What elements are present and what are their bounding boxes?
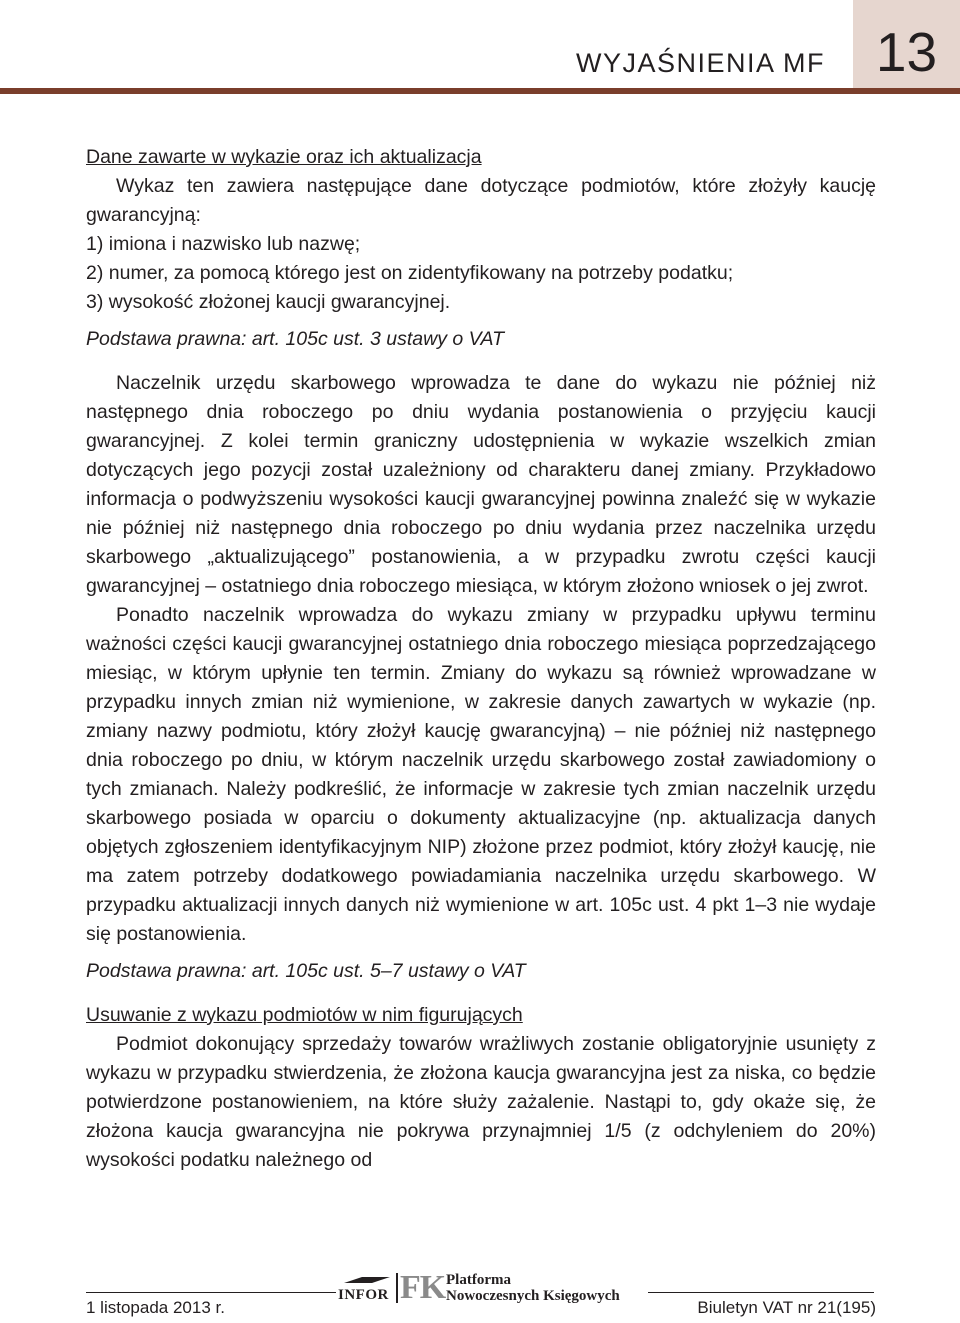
footer-rule xyxy=(648,1292,874,1293)
section-intro: Wykaz ten zawiera następujące dane dotyczące podmiotów, które złożyły kaucję gwarancyjną: xyxy=(86,175,876,226)
legal-basis: Podstawa prawna: art. 105c ust. 5–7 ustawy o VAT xyxy=(86,960,526,982)
logo-infor-text: INFOR xyxy=(338,1287,389,1303)
list-item: 3) wysokość złożonej kaucji gwarancyjnej. xyxy=(86,291,451,313)
section-heading-data: Dane zawarte w wykazie oraz ich aktualizacja xyxy=(86,146,482,168)
infor-fk-logo xyxy=(338,1271,648,1307)
running-header-title: WYJAŚNIENIA MF xyxy=(575,48,825,78)
infor-swoosh-icon xyxy=(342,1275,392,1285)
list-item: 2) numer, za pomocą którego jest on zidentyfikowany na potrzeby podatku; xyxy=(86,262,734,284)
logo-separator xyxy=(396,1273,398,1303)
list-item: 1) imiona i nazwisko lub nazwę; xyxy=(86,233,361,255)
body-paragraph: Podmiot dokonujący sprzedaży towarów wrażliwych zostanie obligatoryjnie usunięty z wykazu w przypadku stwierdzenia, że złożona kaucja gwarancyjna jest za niska, co będzie potwierdzone postanowieniem, na które służy zażalenie. Nastąpi to, gdy okaże się, że złożona kaucja gwarancyjna nie pokrywa przynajmniej 1/5 (z odchyleniem do 20%) wysokości podatku należnego od xyxy=(86,1033,876,1171)
footer-date: 1 listopada 2013 r. xyxy=(86,1298,225,1317)
body-paragraph: Ponadto naczelnik wprowadza do wykazu zmiany w przypadku upływu terminu ważności części kaucji gwarancyjnej ostatniego dnia roboczego miesiąca poprzedzającego miesiąc, w którym upłynie ten termin. Zmiany do wykazu są również wprowadzane w przypadku innych zmian niż wymienione, w zakresie danych zawartych w wykazie (np. zmiany nazwy podmiotu, który złożył kaucję gwarancyjną) – nie później niż następnego dnia roboczego po dniu, w którym naczelnik urzędu skarbowego został zawiadomiony o tych zmianach. Należy podkreślić, że informacje w zakresie tych zmian naczelnik urzędu skarbowego posiada w oparciu o dokumenty aktualizacyjne (np. aktualizacja danych objętych zgłoszeniem identyfikacyjnym NIP) złożone przez podmiot, który złożył kaucję, nie ma zatem potrzeby dodatkowego powiadamiania naczelnika urzędu skarbowego. W przypadku aktualizacji innych danych niż wymienione w art. 105c ust. 4 pkt 1–3 nie wydaje się postanowienia. xyxy=(86,604,876,945)
footer-rule xyxy=(86,1292,336,1293)
logo-fk-text: FK xyxy=(400,1269,446,1306)
page-number: 13 xyxy=(875,21,938,83)
body-paragraph: Naczelnik urzędu skarbowego wprowadza te dane do wykazu nie później niż następnego dnia roboczego po dniu wydania postanowienia o przyjęciu kaucji gwarancyjnej. Z kolei termin graniczny udostępnienia w wykazie wszelkich zmian dotyczących jego pozycji został uzależniony od charakteru danej zmiany. Przykładowo informacja o podwyższeniu wysokości kaucji gwarancyjnej powinna znaleźć się w wykazie nie później niż następnego dnia roboczego po dniu wydania przez naczelnika urzędu skarbowego „aktualizującego” postanowienia, a w przypadku zwrotu części kaucji gwarancyjnej – ostatniego dnia roboczego miesiąca, w którym złożono wniosek o jej zwrot. xyxy=(86,372,876,597)
footer-publication: Biuletyn VAT nr 21(195) xyxy=(697,1298,876,1317)
logo-line-1: Platforma xyxy=(446,1272,511,1288)
legal-basis: Podstawa prawna: art. 105c ust. 3 ustawy o VAT xyxy=(86,328,505,350)
section-heading-removal: Usuwanie z wykazu podmiotów w nim figurujących xyxy=(86,1004,523,1026)
logo-line-2: Nowoczesnych Księgowych xyxy=(446,1288,620,1304)
header-rule xyxy=(0,88,960,94)
article-body xyxy=(86,143,876,1175)
